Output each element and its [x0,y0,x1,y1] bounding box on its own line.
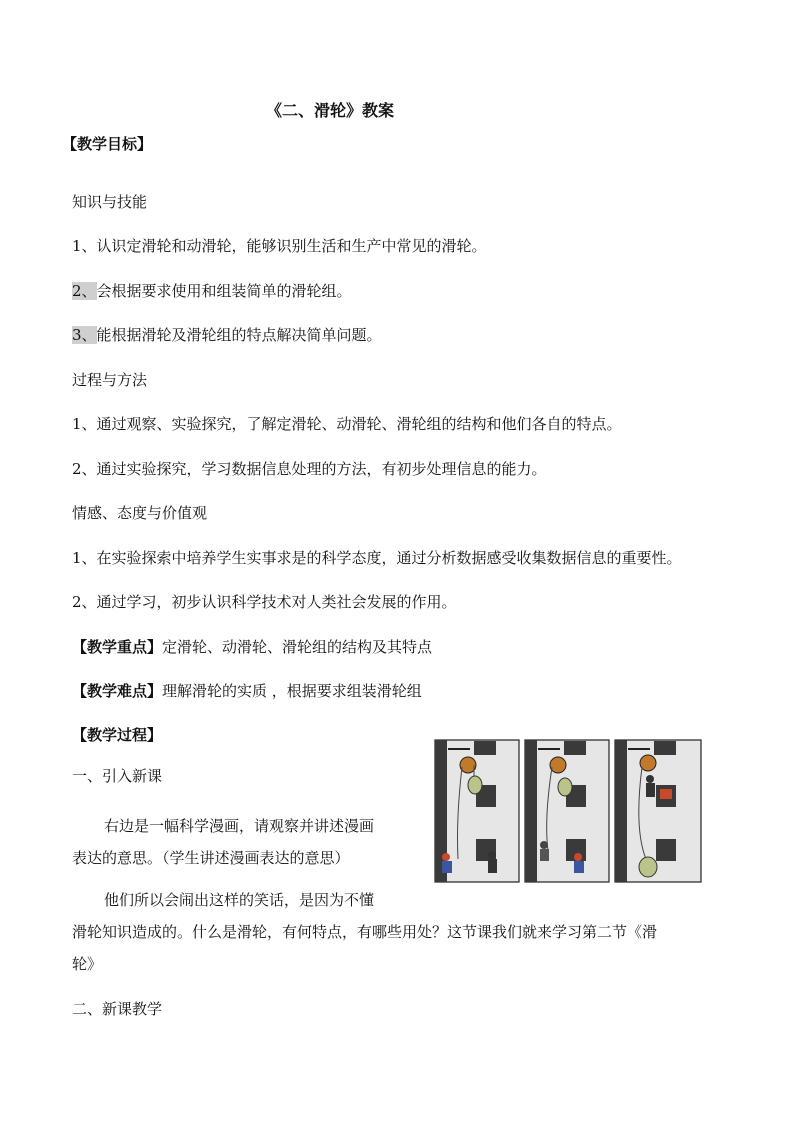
key-points-label: 【教学重点】 [72,638,163,656]
process-item-2: 2、通过实验探究，学习数据信息处理的方法，有初步处理信息的能力。 [72,460,547,478]
knowledge-item-3-text: 能根据滑轮及滑轮组的特点解决简单问题。 [96,326,382,344]
teaching-difficulties [72,681,422,701]
intro-paragraph-1-line-2: 表达的意思。（学生讲述漫画表达的意思） [72,849,350,867]
cartoon-panel-2 [525,740,609,882]
key-points-text: 定滑轮、动滑轮、滑轮组的结构及其特点 [162,638,433,656]
item-number-highlight: 3、 [72,326,97,344]
difficulties-label: 【教学难点】 [72,682,163,700]
process-item-1: 1、通过观察、实验探究，了解定滑轮、动滑轮、滑轮组的结构和他们各自的特点。 [72,415,622,433]
cartoon-panel-3 [615,740,701,882]
heading-introduction: 一、引入新课 [72,767,163,785]
difficulties-text: 理解滑轮的实质 ，根据要求组装滑轮组 [162,682,422,700]
item-number-highlight: 2、 [72,282,97,300]
emotion-item-2: 2、通过学习，初步认识科学技术对人类社会发展的作用。 [72,593,457,611]
intro-paragraph-2-line-2: 滑轮知识造成的。什么是滑轮，有何特点，有哪些用处？这节课我们就来学习第二节《滑 [72,923,658,941]
section-teaching-goals: 【教学目标】 [62,135,153,153]
emotion-item-1: 1、在实验探索中培养学生实事求是的科学态度，通过分析数据感受收集数据信息的重要性。 [72,549,682,567]
heading-knowledge-skills: 知识与技能 [72,193,148,211]
teaching-key-points [72,637,432,657]
knowledge-item-1: 1、认识定滑轮和动滑轮，能够识别生活和生产中常见的滑轮。 [72,237,487,255]
heading-emotion-values: 情感、态度与价值观 [72,504,208,522]
intro-paragraph-1-line-1: 右边是一幅科学漫画，请观察并讲述漫画 [104,817,375,835]
intro-paragraph-2-line-1: 他们所以会闹出这样的笑话，是因为不懂 [104,891,375,909]
heading-new-lesson: 二、新课教学 [72,1000,163,1018]
intro-paragraph-2-line-3: 轮》 [72,955,103,973]
section-teaching-process: 【教学过程】 [72,726,163,744]
cartoon-panel-1 [435,740,519,882]
knowledge-item-2 [72,281,352,301]
document-title: 《二、滑轮》教案 [266,101,395,120]
pulley-cartoon-image [434,739,702,883]
knowledge-item-2-text: 会根据要求使用和组装简单的滑轮组。 [96,282,352,300]
heading-process-methods: 过程与方法 [72,371,148,389]
knowledge-item-3 [72,325,382,345]
